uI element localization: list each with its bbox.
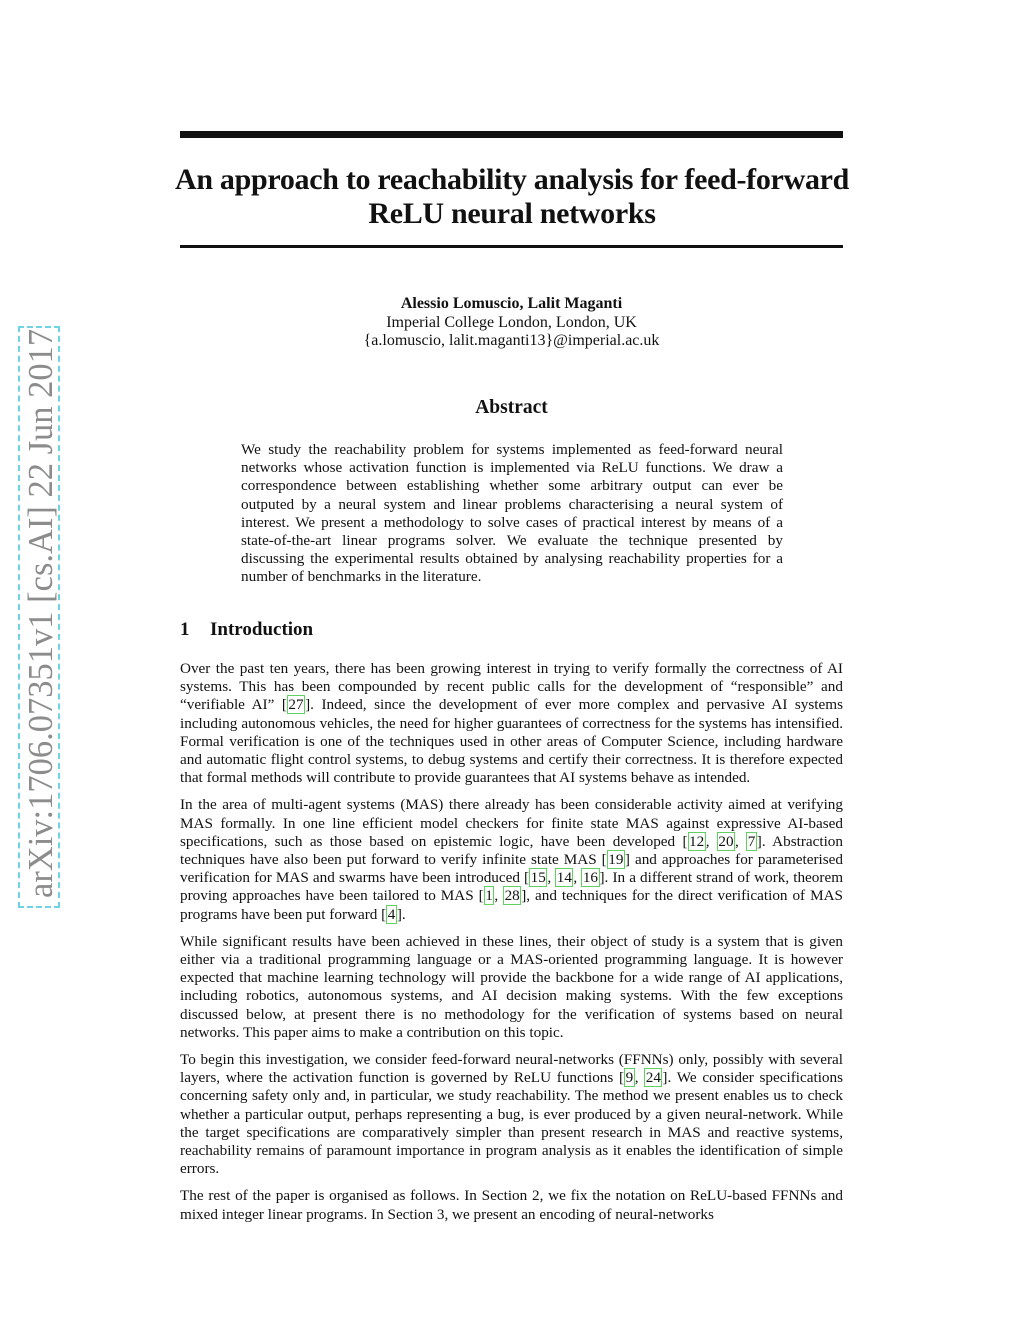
title-bottom-rule (180, 245, 843, 248)
citation-link[interactable]: 16 (582, 869, 598, 887)
arxiv-identifier-stamp[interactable]: arXiv:1706.07351v1 [cs.AI] 22 Jun 2017 (18, 326, 60, 908)
paragraph-4 (180, 1051, 843, 1178)
citation-link[interactable]: 14 (556, 869, 572, 887)
paragraph-text: ]. Indeed, since the development of ever more complex and pervasive AI systems including autonomous vehicles, the need for higher guarantees of correctness for the systems has intensified. Formal verification is one of the techniques used in other areas of Computer Science, including hardware and automatic flight control systems, to debug systems and certify their correctness. It is therefore expected that formal methods will contribute to provide guarantees that AI systems behave as intended. (180, 696, 843, 787)
author-affiliation: Imperial College London, London, UK (386, 313, 637, 331)
citation-link[interactable]: 7 (747, 832, 756, 850)
citation-link[interactable]: 20 (718, 832, 734, 850)
paragraph-text: ]. We consider specifications concerning safety only and, in particular, we study reachability. The method we present enables us to check whether a particular output, perhaps representing a bug, is ever produced by a given neural-network. While the target specifications are comparatively simpler than present research in MAS and reactive systems, reachability remains of paramount importance in program analysis as it enables the identification of simple errors. (180, 1069, 844, 1178)
paragraph-text: In the area of multi-agent systems (MAS) there already has been considerable activity aimed at verifying MAS formally. In one line efficient model checkers for finite state MAS against expressive AI-based specifications, such as those based on epistemic logic, have been developed [ (180, 796, 843, 850)
abstract-text: We study the reachability problem for systems implemented as feed-forward neural networks whose activation function is implemented via ReLU functions. We draw a correspondence between establishing whether some arbitrary output can ever be outputed by a neural system and linear problems characterising a neural system of interest. We present a methodology to solve cases of practical interest by means of a state-of-the-art linear programs solver. We evaluate the technique presented by discussing the experimental results obtained by analysing reachability properties for a number of benchmarks in the literature. (241, 441, 783, 586)
introduction-body (180, 660, 843, 1233)
citation-link[interactable]: 28 (504, 887, 520, 905)
citation-separator: , (634, 1069, 645, 1087)
paragraph-text: ] and approaches for parameterised verification for MAS and swarms have been introduced [ (180, 851, 844, 887)
citation-link[interactable]: 24 (645, 1069, 661, 1087)
paper-title-line-1: An approach to reachability analysis for feed-forward (174, 163, 850, 196)
citation-separator: , (494, 887, 504, 905)
paragraph-text: To begin this investigation, we consider feed-forward neural-networks (FFNNs) only, possibly with several layers, where the activation function is governed by ReLU functions [ (180, 1051, 843, 1087)
citation-separator: , (573, 869, 582, 887)
paper-title (160, 163, 864, 231)
title-top-rule (180, 131, 843, 138)
paragraph-text: ]. In a different strand of work, theorem proving approaches have been tailored to MAS [ (180, 869, 844, 905)
citation-separator: , (735, 832, 747, 850)
citation-link[interactable]: 27 (288, 696, 304, 714)
citation-link[interactable]: 9 (625, 1069, 634, 1087)
citation-link[interactable]: 12 (689, 832, 705, 850)
section-heading-introduction (180, 619, 313, 641)
citation-separator: , (705, 832, 717, 850)
paragraph-text: ]. (396, 905, 406, 923)
paragraph-1 (180, 660, 843, 787)
citation-separator: , (547, 869, 556, 887)
citation-link[interactable]: 15 (530, 869, 546, 887)
paragraph-text: ]. Abstraction techniques have also been put forward to verify infinite state MAS [ (180, 832, 843, 869)
paragraph-text: ], and techniques for the direct verification of MAS programs have been put forward [ (180, 887, 843, 923)
paragraph-5: The rest of the paper is organised as follows. In Section 2, we fix the notation on ReLU-based FFNNs and mixed integer linear programs. In Section 3, we present an encoding of neural-networks (180, 1187, 843, 1223)
abstract-heading: Abstract (475, 397, 548, 418)
section-number: 1 (180, 619, 190, 640)
paragraph-text: Over the past ten years, there has been growing interest in trying to verify formally the correctness of AI systems. This has been compounded by recent public calls for the development of “responsible” and “verifiable AI” [ (180, 660, 843, 714)
citation-link[interactable]: 19 (608, 851, 624, 869)
paragraph-2 (180, 796, 843, 923)
author-names: Alessio Lomuscio, Lalit Maganti (400, 295, 623, 312)
citation-link[interactable]: 4 (387, 905, 396, 923)
paper-title-line-2: ReLU neural networks (368, 197, 656, 230)
paragraph-3: While significant results have been achieved in these lines, their object of study is a system that is given either via a traditional programming language or a MAS-oriented programming language. It is however expected that machine learning technology will provide the backbone for a wide range of AI applications, including robotics, autonomous systems, and AI decision making systems. With the few exceptions discussed below, at present there is no methodology for the verification of systems based on neural networks. This paper aims to make a contribution on this topic. (180, 932, 843, 1041)
author-block (180, 295, 843, 351)
citation-link[interactable]: 1 (485, 887, 493, 905)
author-email: {a.lomuscio, lalit.maganti13}@imperial.ac.uk (363, 332, 660, 349)
section-title: Introduction (210, 619, 314, 640)
